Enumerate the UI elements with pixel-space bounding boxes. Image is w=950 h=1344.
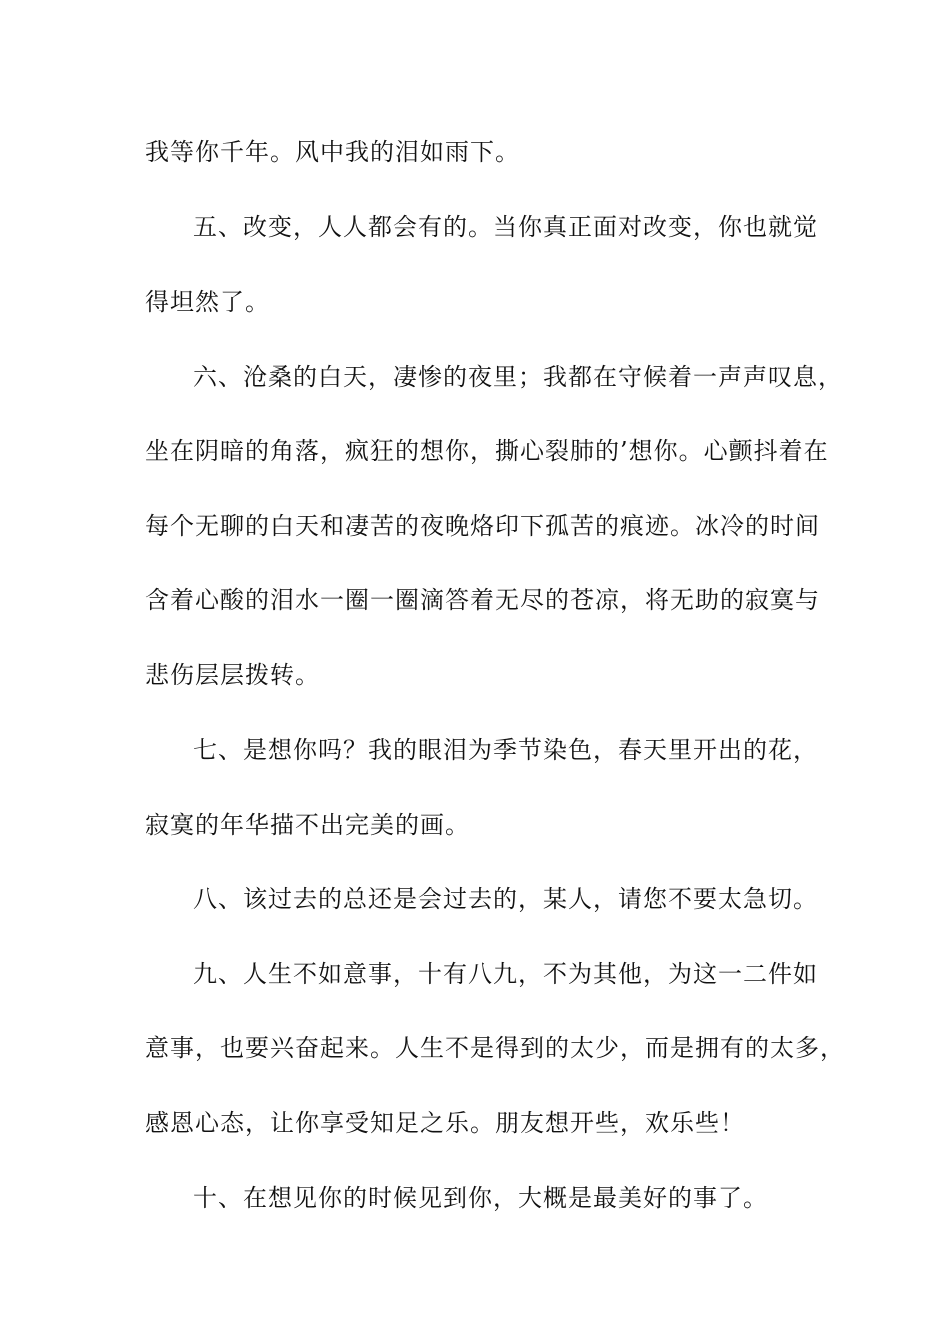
paragraph-6-line-1: 六、沧桑的白天，凄惨的夜里；我都在守候着一声声叹息， — [193, 363, 843, 391]
paragraph-9-line-3: 感恩心态，让你享受知足之乐。朋友想开些，欢乐些！ — [145, 1109, 745, 1137]
paragraph-7-line-2: 寂寞的年华描不出完美的画。 — [145, 811, 470, 839]
paragraph-5-line-1: 五、改变，人人都会有的。当你真正面对改变，你也就觉 — [193, 213, 818, 241]
paragraph-6-line-5: 悲伤层层拨转。 — [145, 661, 320, 689]
paragraph-6-line-2: 坐在阴暗的角落，疯狂的想你，撕心裂肺的’想你。心颤抖着在 — [145, 437, 829, 465]
paragraph-7-line-1: 七、是想你吗？我的眼泪为季节染色，春天里开出的花， — [193, 736, 818, 764]
paragraph-9-line-2: 意事，也要兴奋起来。人生不是得到的太少，而是拥有的太多， — [145, 1034, 845, 1062]
paragraph-6-line-3: 每个无聊的白天和凄苦的夜晚烙印下孤苦的痕迹。冰冷的时间 — [145, 512, 820, 540]
paragraph-9-line-1: 九、人生不如意事，十有八九，不为其他，为这一二件如 — [193, 960, 818, 988]
paragraph-8-line-1: 八、该过去的总还是会过去的，某人，请您不要太急切。 — [193, 885, 818, 913]
paragraph-10-line-1: 十、在想见你的时候见到你，大概是最美好的事了。 — [193, 1184, 768, 1212]
paragraph-5-line-2: 得坦然了。 — [145, 288, 270, 316]
text-line-1: 我等你千年。风中我的泪如雨下。 — [145, 138, 520, 166]
paragraph-6-line-4: 含着心酸的泪水一圈一圈滴答着无尽的苍凉，将无助的寂寞与 — [145, 586, 820, 614]
